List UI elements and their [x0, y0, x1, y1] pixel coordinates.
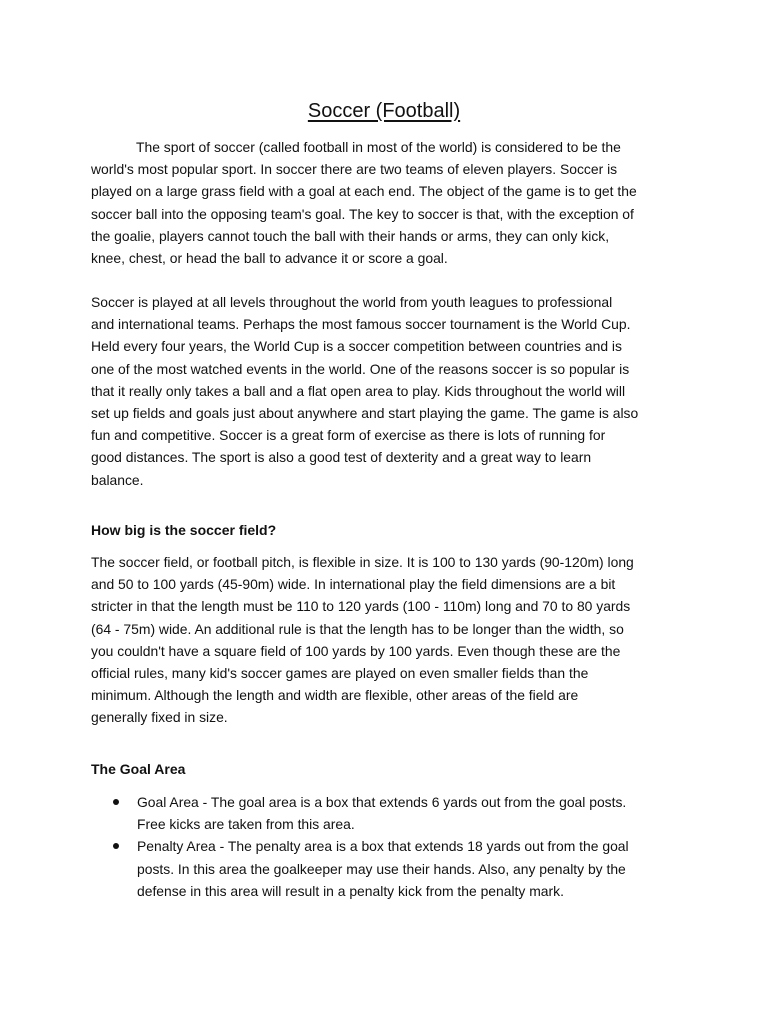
list-item-line: defense in this area will result in a penalty kick from the penalty mark.: [137, 882, 564, 899]
goal-area-bullet-list: [91, 791, 691, 902]
paragraph-line: (64 - 75m) wide. An additional rule is that the length has to be longer than the width, so: [91, 620, 624, 637]
bullet-icon: [113, 843, 119, 849]
popularity-paragraph: [91, 291, 683, 491]
list-item: [91, 835, 691, 902]
paragraph-line: and international teams. Perhaps the most famous soccer tournament is the World Cup.: [91, 316, 631, 333]
paragraph-line: and 50 to 100 yards (45-90m) wide. In international play the field dimensions are a bit: [91, 576, 616, 593]
paragraph-line: good distances. The sport is also a good test of dexterity and a great way to learn: [91, 449, 592, 466]
list-item-line: Penalty Area - The penalty area is a box that extends 18 yards out from the goal: [137, 838, 629, 855]
paragraph-line: you couldn't have a square field of 100 yards by 100 yards. Even though these are the: [91, 642, 621, 659]
list-item-line: posts. In this area the goalkeeper may use their hands. Also, any penalty by the: [137, 860, 626, 877]
list-item: [91, 791, 691, 835]
paragraph-line: set up fields and goals just about anywhere and start playing the game. The game is also: [91, 404, 639, 421]
paragraph-line: The soccer field, or football pitch, is flexible in size. It is 100 to 130 yards (90-120m) long: [91, 554, 634, 570]
paragraph-line: the goalie, players cannot touch the ball with their hands or arms, they can only kick,: [91, 227, 610, 244]
paragraph-line: that it really only takes a ball and a flat open area to play. Kids throughout the world will: [91, 382, 626, 399]
bullet-icon: [113, 799, 119, 805]
paragraph-line: knee, chest, or head the ball to advance it or score a goal.: [91, 249, 448, 266]
paragraph-line: world's most popular sport. In soccer there are two teams of eleven players. Soccer is: [91, 161, 618, 178]
paragraph-line: balance.: [91, 471, 144, 488]
paragraph-line: Held every four years, the World Cup is a soccer competition between countries and is: [91, 338, 622, 355]
paragraph-line: minimum. Although the length and width are flexible, other areas of the field are: [91, 687, 579, 704]
field-size-paragraph: [91, 551, 683, 729]
section-heading-field-size: How big is the soccer field?: [91, 522, 277, 538]
paragraph-line: generally fixed in size.: [91, 709, 228, 726]
intro-paragraph: [91, 136, 683, 269]
paragraph-line: stricter in that the length must be 110 to 120 yards (100 - 110m) long and 70 to 80 yards: [91, 598, 631, 615]
section-heading-goal-area: The Goal Area: [91, 761, 186, 777]
paragraph-line: Soccer is played at all levels throughout the world from youth leagues to professional: [91, 294, 613, 310]
paragraph-line: one of the most watched events in the world. One of the reasons soccer is so popular is: [91, 360, 630, 377]
list-item-line: Free kicks are taken from this area.: [137, 816, 355, 833]
paragraph-line: fun and competitive. Soccer is a great form of exercise as there is lots of running for: [91, 427, 606, 444]
paragraph-line: official rules, many kid's soccer games are played on even smaller fields than the: [91, 664, 589, 681]
page-title: Soccer (Football): [307, 100, 461, 122]
paragraph-line: soccer ball into the opposing team's goal. The key to soccer is that, with the exception of: [91, 205, 634, 222]
paragraph-line: played on a large grass field with a goal at each end. The object of the game is to get the: [91, 183, 637, 200]
list-item-line: Goal Area - The goal area is a box that extends 6 yards out from the goal posts.: [137, 794, 627, 810]
paragraph-line: The sport of soccer (called football in most of the world) is considered to be the: [136, 139, 621, 155]
